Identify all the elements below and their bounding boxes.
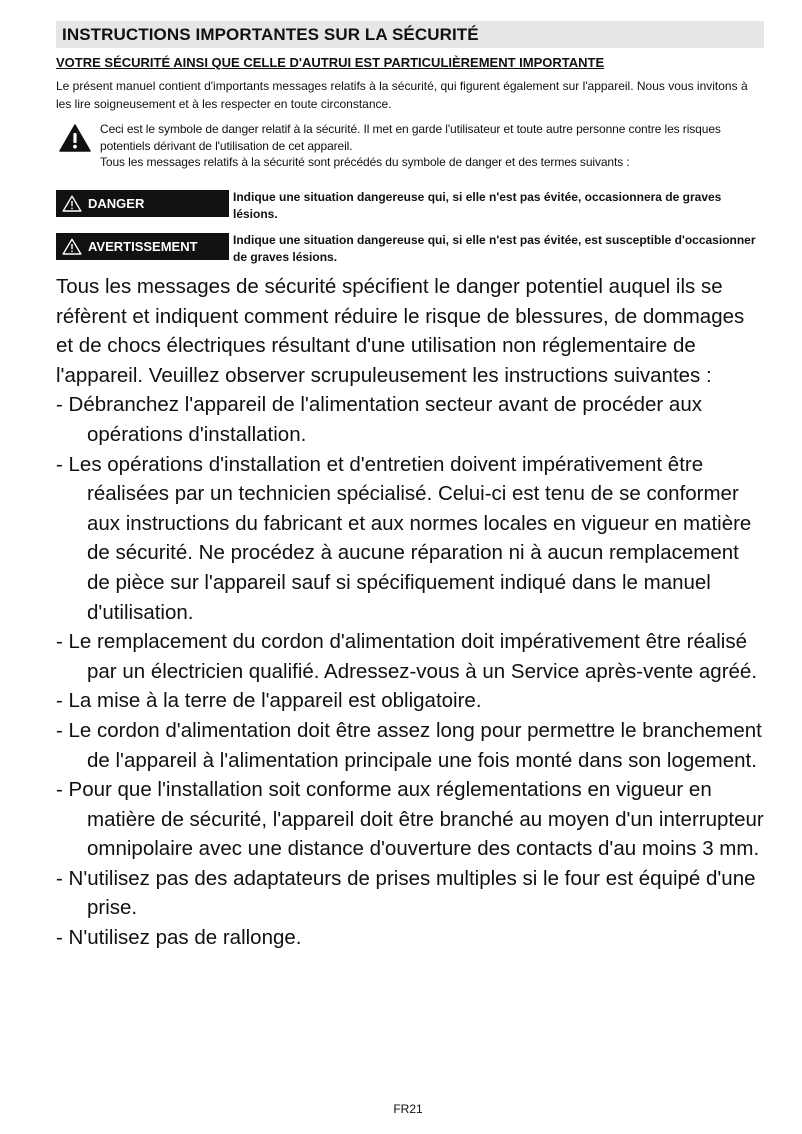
page-title: INSTRUCTIONS IMPORTANTES SUR LA SÉCURITÉ <box>56 21 764 48</box>
warning-label: AVERTISSEMENT <box>88 239 198 254</box>
list-item: - Le remplacement du cordon d'alimentation doit impérativement être réalisé par un électricien qualifié. Adressez-vous à un Service après-vente agréé. <box>56 630 758 683</box>
safety-instructions <box>56 272 766 953</box>
warning-triangle-icon <box>59 124 91 152</box>
list-item: - Débranchez l'appareil de l'alimentation secteur avant de procéder aux opérations d'installation. <box>56 393 702 446</box>
intro-paragraph: Le présent manuel contient d'importants messages relatifs à la sécurité, qui figurent également sur l'appareil. Nous vous invitons à les lire soigneusement et à les respecter en toute circonstance. <box>56 79 748 111</box>
instructions-lead: Tous les messages de sécurité spécifient le danger potentiel auquel ils se réfèrent et indiquent comment réduire le risque de blessures, de dommages et de chocs électriques résultant d'une utilisation non réglementaire de l'appareil. Veuillez observer scrupuleusement les instructions suivantes : <box>56 275 745 387</box>
list-item: - Pour que l'installation soit conforme aux réglementations en vigueur en matière de sécurité, l'appareil doit être branché au moyen d'un interrupteur omnipolaire avec une distance d'ouverture des contacts d'au moins 3 mm. <box>56 778 764 861</box>
page-subtitle: VOTRE SÉCURITÉ AINSI QUE CELLE D'AUTRUI EST PARTICULIÈREMENT IMPORTANTE <box>56 55 605 70</box>
page-number: FR21 <box>393 1102 423 1116</box>
danger-description: Indique une situation dangereuse qui, si elle n'est pas évitée, occasionnera de graves lésions. <box>233 190 722 221</box>
list-item: - Le cordon d'alimentation doit être assez long pour permettre le branchement de l'appareil à l'alimentation principale une fois monté dans son logement. <box>56 718 762 772</box>
danger-label: DANGER <box>88 196 145 211</box>
list-item: - Les opérations d'installation et d'entretien doivent impérativement être réalisées par un technicien spécialisé. Celui-ci est tenu de se conformer aux instructions du fabricant et aux normes locales en vigueur en matière de sécurité. Ne procédez à aucune réparation ni à aucun remplacement de pièce sur l'appareil sauf si spécifiquement indiqué dans le manuel d'utilisation. <box>56 452 752 624</box>
list-item: - N'utilisez pas des adaptateurs de prises multiples si le four est équipé d'une prise. <box>56 866 756 920</box>
symbol-explanation-line: Tous les messages relatifs à la sécurité sont précédés du symbole de danger et des termes suivants : <box>100 155 630 169</box>
list-item: - N'utilisez pas de rallonge. <box>56 926 302 950</box>
warning-description: Indique une situation dangereuse qui, si elle n'est pas évitée, est susceptible d'occasionner de graves lésions. <box>233 233 756 264</box>
instruction-list <box>56 390 766 952</box>
symbol-explanation-line: Ceci est le symbole de danger relatif à la sécurité. Il met en garde l'utilisateur et toute autre personne contre les risques potentiels dérivant de l'utilisation de cet appareil. <box>100 122 721 153</box>
warning-outline-icon <box>62 195 82 212</box>
symbol-explanation <box>100 121 765 171</box>
danger-badge <box>56 190 229 217</box>
warning-badge <box>56 233 229 260</box>
list-item: - La mise à la terre de l'appareil est obligatoire. <box>56 689 482 713</box>
warning-outline-icon <box>62 238 82 255</box>
